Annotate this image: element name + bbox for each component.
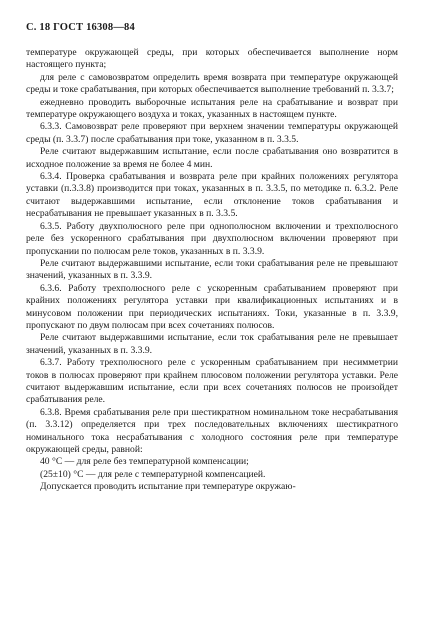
- paragraph: для реле с самовозвратом определить время возврата при температуре окружающей среды и токе срабатывания, при которых обеспечивается выполнение требований п. 3.3.7;: [26, 71, 398, 96]
- paragraph: (25±10) °С — для реле с температурной компенсацией.: [40, 468, 266, 480]
- document-page: [26, 22, 398, 494]
- paragraph: 6.3.5. Работу двухполюсного реле при однополюсном включении и трехполюсного реле без ускоренного срабатывания при двухполюсном включении проверяют при пропускании по полюсам реле токов, указанных в п. 3.3.9.: [26, 220, 398, 257]
- paragraph: Реле считают выдержавшими испытание, если токи срабатывания реле не превышают значений, указанных в п. 3.3.9.: [26, 257, 398, 282]
- paragraph: ежедневно проводить выборочные испытания реле на срабатывание и возврат при температуре окружающего воздуха и токах, указанных в настоящем пункте.: [26, 96, 398, 121]
- paragraph: 6.3.8. Время срабатывания реле при шестикратном номинальном токе несрабатывания (п. 3.3.12) определяется при трех последовательных включениях шестикратного номинального тока несрабатывания с холодного состояния реле при температуре окружающей среды, равной:: [26, 406, 398, 455]
- paragraph: Реле считают выдержавшими испытание, если ток срабатывания реле не превышает значений, указанных в п. 3.3.9.: [26, 332, 398, 356]
- paragraph: 6.3.6. Работу трехполюсного реле с ускоренным срабатыванием проверяют при крайних положениях регулятора уставки при квалификационных испытаниях и в минусовом положении при периодических испытаниях. Токи, указанные в п. 3.3.9, пропускают по двум полюсам при всех сочетаниях полюсов.: [26, 282, 398, 331]
- paragraph: Реле считают выдержавшим испытание, если после срабатывания оно возвратится в исходное положение за время не более 4 мин.: [26, 146, 398, 170]
- paragraph: Допускается проводить испытание при температуре окружаю-: [40, 481, 296, 493]
- paragraph: 40 °С — для реле без температурной компенсации;: [40, 456, 249, 468]
- paragraph: 6.3.7. Работу трехполюсного реле с ускоренным срабатыванием при несимметрии токов в полюсах проверяют при крайнем плюсовом положении регулятора уставки. Реле считают выдержавшим испытание, если при всех сочетаниях полюсов не произойдет срабатывания реле.: [26, 357, 398, 406]
- paragraph: 6.3.3. Самовозврат реле проверяют при верхнем значении температуры окружающей среды (п. 3.3.7) после срабатывания при токе, указанном в п. 3.3.5.: [26, 121, 398, 145]
- page-header: С. 18 ГОСТ 16308—84: [26, 22, 135, 33]
- paragraph: 6.3.4. Проверка срабатывания и возврата реле при крайних положениях регулятора уставки (п.3.3.8) производится при токах, указанных в п. 3.3.5, по методике п. 6.3.2. Реле считают выдержавшими испытание, если отклонение токов срабатывания и несрабатывания не превышает указанных в п. 3.3.5.: [26, 171, 398, 220]
- paragraph: температуре окружающей среды, при которых обеспечивается выполнение норм настоящего пункта;: [26, 47, 398, 71]
